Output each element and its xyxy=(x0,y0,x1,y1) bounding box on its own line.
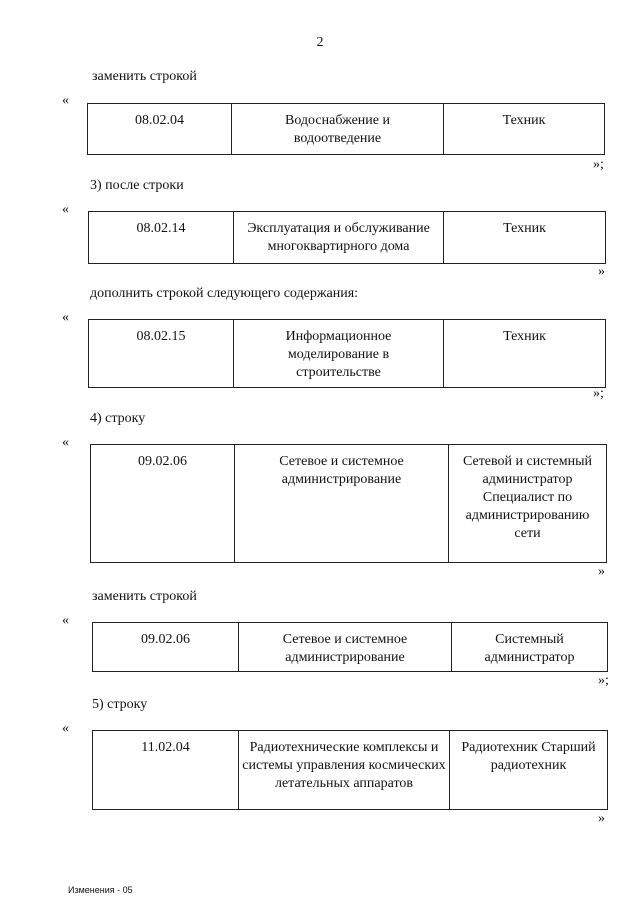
code-cell: 09.02.06 xyxy=(91,445,235,563)
specialty-cell: Радиотехнические комплексы и системы управления космических летательных аппаратов xyxy=(239,731,450,810)
qualification-cell: Системный администратор xyxy=(452,623,608,672)
caption-after-row: 3) после строки xyxy=(90,178,184,193)
close-quote-6: » xyxy=(598,811,605,826)
caption-replace-1: заменить строкой xyxy=(92,69,197,84)
qualification-cell: Техник xyxy=(444,104,605,155)
open-quote-1: « xyxy=(62,93,69,108)
caption-row-5: 5) строку xyxy=(92,697,148,712)
table-row-3 xyxy=(88,319,606,388)
table-row-6 xyxy=(92,730,608,810)
table-row-2 xyxy=(88,211,606,264)
close-quote-3: »; xyxy=(593,386,604,401)
specialty-cell: Эксплуатация и обслуживание многоквартирного дома xyxy=(234,212,444,264)
caption-replace-2: заменить строкой xyxy=(92,589,197,604)
table-row-5 xyxy=(92,622,608,672)
specialty-cell: Водоснабжение и водоотведение xyxy=(232,104,444,155)
open-quote-3: « xyxy=(62,310,69,325)
table-row-4 xyxy=(90,444,607,563)
close-quote-1: »; xyxy=(593,157,604,172)
open-quote-6: « xyxy=(62,721,69,736)
caption-supplement: дополнить строкой следующего содержания: xyxy=(90,286,359,301)
close-quote-2: » xyxy=(598,264,605,279)
page-number: 2 xyxy=(316,35,324,50)
code-cell: 08.02.15 xyxy=(89,320,234,388)
code-cell: 09.02.06 xyxy=(93,623,239,672)
table-row-1 xyxy=(87,103,605,155)
code-cell: 08.02.04 xyxy=(88,104,232,155)
open-quote-4: « xyxy=(62,435,69,450)
footer-revision: Изменения - 05 xyxy=(68,885,133,895)
code-cell: 08.02.14 xyxy=(89,212,234,264)
qualification-cell: Радиотехник Старший радиотехник xyxy=(450,731,608,810)
specialty-cell: Сетевое и системное администрирование xyxy=(239,623,452,672)
qualification-cell: Техник xyxy=(444,212,606,264)
qualification-cell: Техник xyxy=(444,320,606,388)
specialty-cell: Сетевое и системное администрирование xyxy=(235,445,449,563)
close-quote-5: »; xyxy=(598,673,609,688)
code-cell: 11.02.04 xyxy=(93,731,239,810)
qualification-cell: Сетевой и системный администратор Специалист по администрированию сети xyxy=(449,445,607,563)
close-quote-4: » xyxy=(598,564,605,579)
open-quote-2: « xyxy=(62,202,69,217)
caption-row-4: 4) строку xyxy=(90,411,146,426)
specialty-cell: Информационное моделирование в строительстве xyxy=(234,320,444,388)
open-quote-5: « xyxy=(62,613,69,628)
